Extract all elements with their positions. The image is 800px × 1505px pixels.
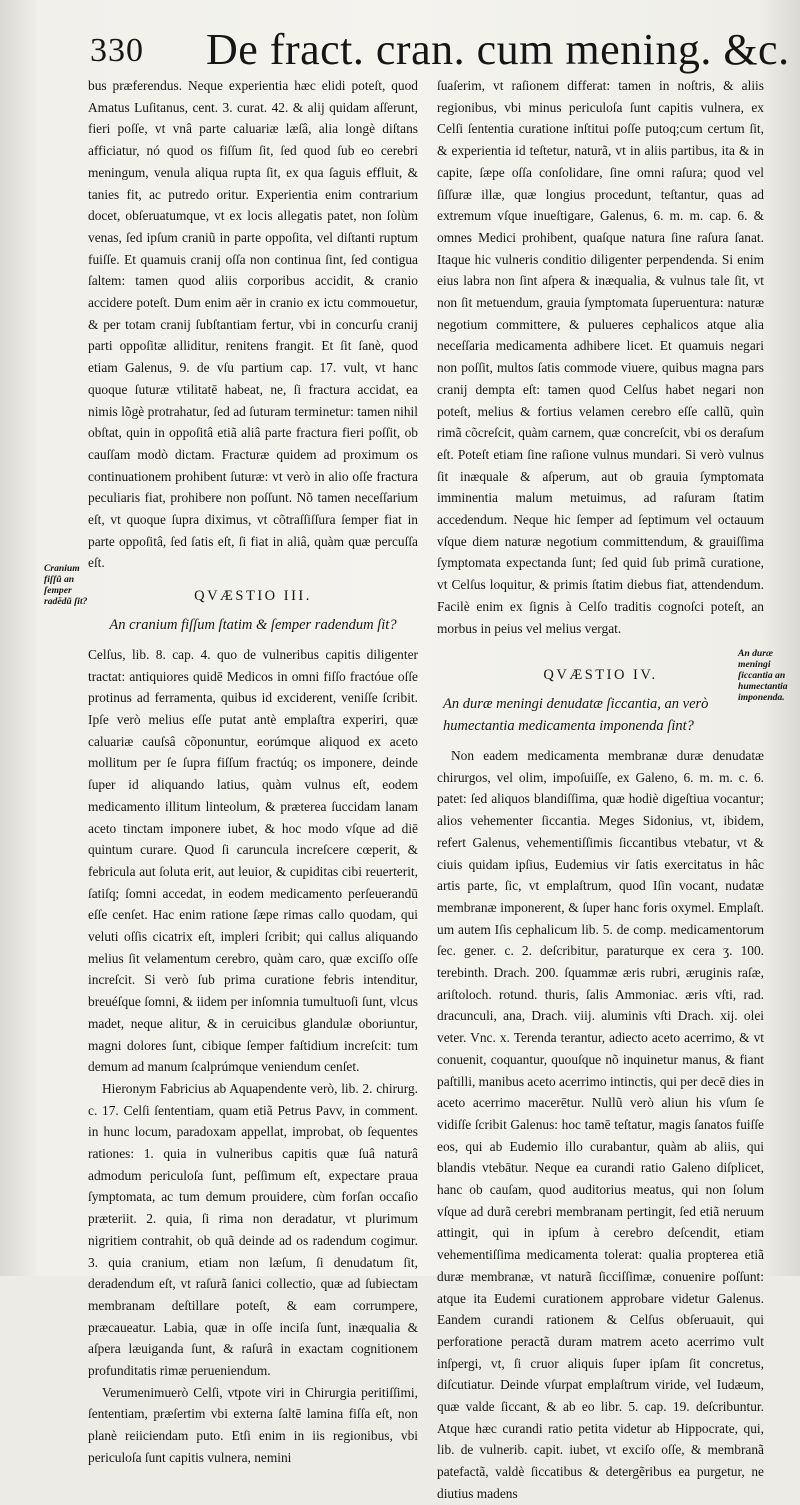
right-column: [437, 75, 764, 1505]
margin-note-left: Cranium fiſſũ an ſemper radēdũ ſit?: [44, 563, 88, 607]
question-3-heading: QVÆSTIO III.: [194, 588, 312, 605]
question-3-subtitle: An cranium fiſſum ſtatim & ſemper radendum ſit?: [109, 616, 397, 633]
right-paragraph-1: ſuaſerim, vt raſionem differat: tamen in noſtris, & aliis regionibus, vbi minus periculoſa ſunt capitis vulnera, ex Celſi ſententia curatione inſtitui poſſe putoq;cum certum ſit, & experientia id teſtetur, naturã, vt in aliis partibus, ita & in capite, ſæpe oſſa conſolidare, ſine omni raſura; quod vel ſiſſuræ illæ, quæ longius procedunt, teſtantur, quas ad extremum vſque inueſtigare, Galenus, 6. m. m. cap. 6. & omnes Medici prohibent, quaſque natura ſine raſura ſanat. Itaque hic vulneris conditio diligenter perpendenda. Si enim eius labra non ſint aſpera & inæqualia, & vulnus tale ſit, vt non ſit metuendum, grauia ſymptomata ſuperuentura: naturæ negotium committere, & pulueres cephalicos atque alia neceſſaria medicamenta adhibere licet. Et quamuis negari non poſſit, multos ſatis commode viuere, quibus magna pars cranij dempta eſt: tamen quod Celſus habet negari non poteſt, melius & fortius velamen cerebro eſſe callũ, quìn rimã cõcreſcit, quàm carnem, quæ concreſcit, vbi os deraſum eſt. Poteſt etiam ſine raſione vulnus mundari. Si verò vulnus ſit inæquale & aſperum, aut ob grauia ſymptomata imminentia malum metuimus, ad raſuram ſtatim accedendum. Neque hic ſemper ad ſeptimum vel octauum vſque diem naturæ negotium committendum, & grauiſſima ſymptomata expectanda ſunt; ſed quid ſub primã curatione, vt Celſus loquitur, & primis ſtatim diebus fiat, attendendum. Facilè enim ex ſignis à Celſo traditis cognoſci poteſt, an morbus in peius vel melius vergat.: [437, 78, 764, 636]
question-4-subtitle: An duræ meningi denudatæ ſiccantia, an verò humectantia medicamenta imponenda ſint?: [443, 695, 709, 734]
left-column: [88, 75, 418, 1469]
left-paragraph-3: Hieronym Fabricius ab Aquapendente verò, lib. 2. chirurg. c. 17. Celſi ſententiam, quam etiã Petrus Pavv, in comment. in hunc locum, paradoxam appellat, improbat, ob ſequentes rationes: 1. quia in vulneribus capitis quæ ſuâ naturâ admodum periculoſa ſunt, peſſimum eſt, expectare praua ſymptomata, ac tum demum prouidere, cùm forſan occaſio præteriit. 2. quia, ſi rima non deradatur, vt plurimum nigritiem contrahit, ob quã deinde ad os radendum cogimur. 3. quia cranium, etiam non læſum, ſi denudatum ſit, deradendum eſt, vt raſurã ſanici collectio, quæ ad ſubiectam membranam deſtillare poteſt, & eam corrumpere, præcaueatur. Labia, quæ in oſſe inciſa ſunt, inæqualia & aſpera læuiganda ſunt, & raſurâ in exactam cognitionem profunditatis rimæ perueniendum.: [88, 1080, 418, 1379]
page-number: 330: [90, 32, 144, 69]
left-paragraph-1: bus præferendus. Neque experientia hæc elidi poteſt, quod Amatus Luſitanus, cent. 3. curat. 42. & alij quidam aſſerunt, fieri poſſe, vt vnâ parte caluariæ læſâ, alia longè diſtans afficiatur, nó quod os fiſſum ſit, ſed quod ſub eo cerebri meningum, venula aliqua rupta ſit, ex qua ſaguis effluit, & tanies fit, ac putredo oritur. Experientia enim contrarium docet, obſeruatumque, vt ex locis allegatis patet, non ſolùm venas, ſed ipſum craniũ in parte oppoſita, vel diſtanti ruptum fuiſſe. Et quamuis cranij oſſa non continua ſint, ſed contigua ſaltem: tamen quod aliis corporibus accidit, & cranio accidere poteſt. Dum enim aër in cranio ex ictu commouetur, & per totam cranij ſubſtantiam fertur, vbi in concurſu cranij parti oppoſitæ alliditur, renitens frangit. Et ſit ſanè, quod etiam Galenus, 9. de vſu partium cap. 17. vult, vt hanc quoque ſuturæ vtilitatē habeat, ne, ſi fractura accidat, ea nimis lõgè protrahatur, ſed ad ſuturam terminetur: tamen nihil obſtat, quin in oppoſitâ etiã aliâ parte fractura fieri poſſit, ob cauſſam modò dictam. Fracturæ quidem ad proximum os continuationem prohibent ſuturæ: vt verò in alio oſſe fractura peculiaris fiat, prohibere non poſſunt. Nõ tamen neceſſarium eſt, vt quoque ſupra diximus, vt cõtraſſiſſura ſemper fiat in parte oppoſitâ, ſed ſatis eſt, ſi fiat in aliâ, quàm quæ percuſſa eſt.: [88, 78, 418, 571]
right-paragraph-2: Non eadem medicamenta membranæ duræ denudatæ chirurgos, vel olim, impoſuiſſe, ex Galeno, 6. m. m. c. 6. patet: ſed aliquos blandiſſima, quæ hodiè digeſtiua vocantur; alios vehementer ſiccantia. Meges Sidonius, vt, ibidem, refert Galenus, vehementiſſimis ſiccantibus vtebatur, vt & ciuis quidam ipſius, Eudemius vir ſatis exercitatus in hâc artis parte, ſic, vt emplaſtrum, quod Iſin vocant, nudatæ membranæ imponerent, & ſuper hanc foris oxymel. Emplaſt. um autem Iſis cephalicum lib. 5. de comp. medicamentorum ſec. gener. c. 2. deſcribitur, paraturque ex cera ʒ. 100. terebinth. Drach. 200. ſquammæ æris rubri, æruginis raſæ, ariſtoloch. rotund. thuris, ſalis Ammoniac. æris vſti, rad. dracunculi, ana, Drach. viij. aluminis vſti Drach. xij. olei veter. Vnc. x. Terenda terantur, adiecto aceto acerrimo, & vt conuenit, coquantur, quouſque nõ inquinetur manus, & fiant paſtilli, manibus aceto acerrimo intinctis, qui per decē dies in aceto acerrimo macerētur. Nullũ verò aliun his vſum ſe vidiſſe ſcribit Galenus: hoc tamē teſtatur, magis ſanatos fuiſſe eos, qui ab Eudemio illo curabantur, quàm ab aliis, qui blandis vtebātur. Neque ea curandi ratio Galeno diſplicet, hanc ob cauſam, quod auditorius meatus, qui non ſolum vſque ad durã cerebri membranam pertingit, ſed etiã neruum attingit, qui in ipſum à cerebro deſcendit, etiam vehementiſſima medicamenta tolerat: qualia propterea etiã duræ membranæ, vt naturã ſicciſſimæ, conuenire poſſunt: atque ita Eudemi curationem approbare videtur Galenus. Eandem curandi rationem & Celſus obſeruauit, qui perforatione peractã duram matrem aceto acerrimo vult inſpergi, vt, ſi cruor aliquis ſuper ipſam ſit concretus, diſcutiatur. Deinde vſurpat emplaſtrum viride, vel Iudæum, quæ valde ſiccant, & ab eo libr. 5. cap. 19. deſcribuntur. Atque hæc curandi ratio petita videtur ab Hippocrate, qui, lib. de vulnerib. capit. iubet, vt exciſo oſſe, & membranã patefactã, valdè ſiccatibus & detergẽribus ea purgetur, ne diutius madens: [437, 747, 764, 1501]
left-paragraph-4: Verumenimuerò Celſi, vtpote viri in Chirurgia peritiſſimi, ſententiam, præſertim vbi externa ſaltē lamina fiſſa eſt, non planè reiiciendam puto. Etſi enim in iis regionibus, vbi periculoſa ſunt capitis vulnera, nemini: [88, 1384, 418, 1465]
running-head: [88, 22, 790, 74]
margin-note-right: An duræ meningi ſiccantia an humectantia imponenda.: [738, 648, 788, 703]
running-title: De fract. cran. cum mening. &c.: [206, 25, 790, 74]
question-4-heading: QVÆSTIO IV.: [543, 667, 658, 684]
left-paragraph-2: Celſus, lib. 8. cap. 4. quo de vulneribus capitis diligenter tractat: antiquiores quidē Medicos in omni fiſſo fractóue oſſe protinus ad ferramenta, quibus id exciderent, veniſſe ſcribit. Ipſe verò melius eſſe putat antè emplaſtra experiri, quæ caluariæ cauſsâ cõponuntur, eorúmque aliquod ex aceto mollitum per ſe ſupra fiſſum fractúq; os imponere, deinde ſuper id aliquando latius, quàm vulnus eſt, eodem medicamento illitum linteolum, & præterea ſuccidam lanam aceto tinctam imponere iubet, & hoc modo vſque ad diē quintum curare. Quod ſi caruncula increſcere cœperit, & febricula aut ſoluta erit, aut leuior, & cupiditas cibi reuerterit, ſatiſq; ſomni accedat, in eodem medicamento perſeuerandū eſſe cenſet. Hac enim ratione ſæpe rimas callo quodam, qui veluti oſſis cicatrix eſt, impleri ſcribit; qui callus aliquando melius ſit velamentum cerebro, quàm caro, quæ exciſſo oſſe increſcit. Si verò ſub prima curatione febris intenditur, breuéſque ſomni, & iidem per inſomnia tumultuoſi ſunt, vlcus madet, neque alitur, & in ceruicibus glandulæ oboriuntur, magni dolores ſunt, cibique ſemper faſtidium increſcit: tum demum ad manum ſcalprúmque veniendum cenſet.: [88, 646, 418, 1075]
